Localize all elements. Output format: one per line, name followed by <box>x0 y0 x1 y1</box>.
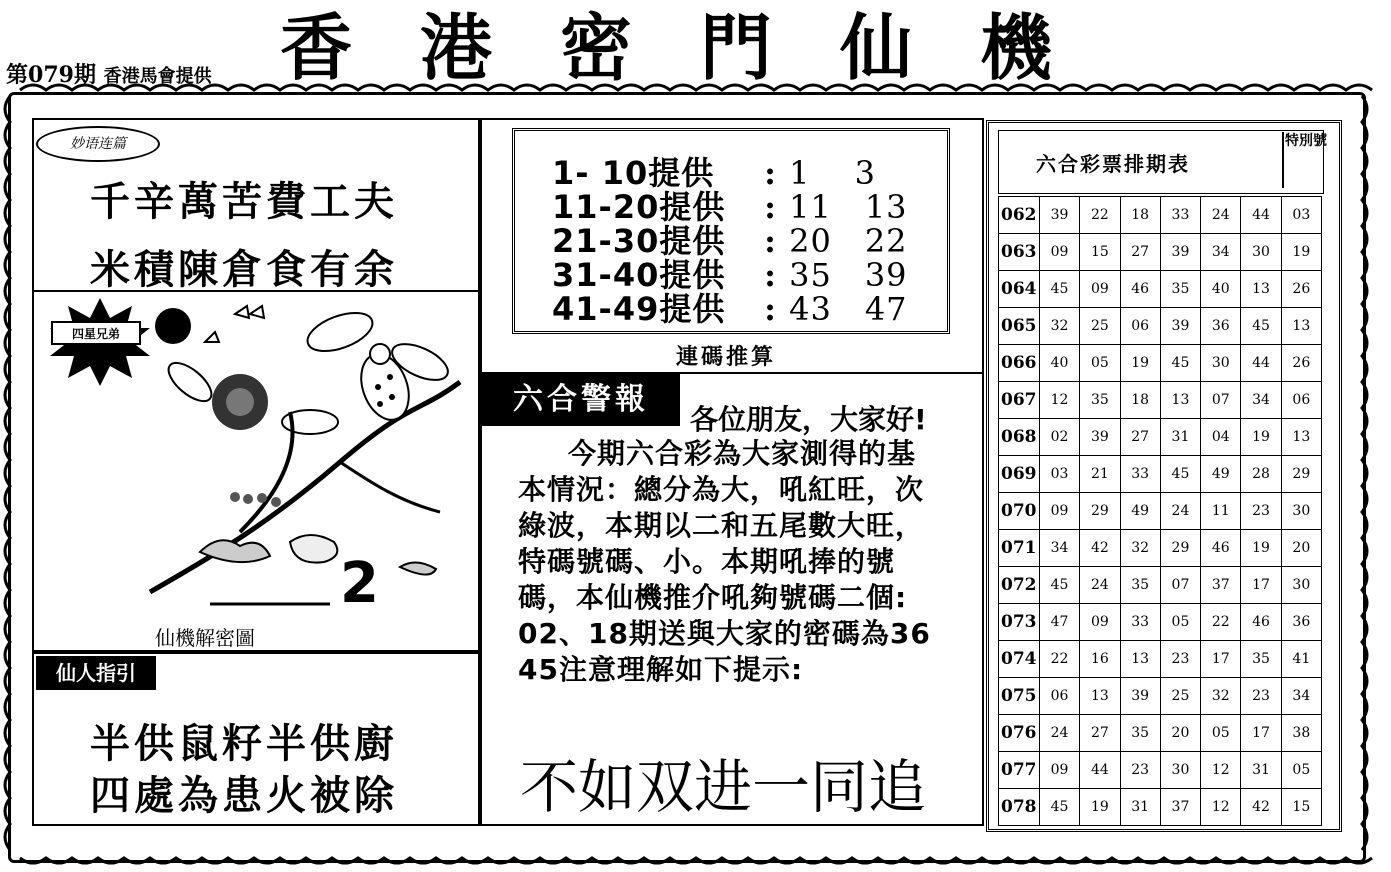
draw-table <box>998 196 1322 826</box>
number-cell: 33 <box>1120 604 1160 641</box>
sketch-digit: 2 <box>340 551 379 616</box>
number-cell: 35 <box>1160 271 1200 308</box>
provide-colon: : <box>764 222 777 260</box>
number-cell: 13 <box>1080 678 1120 715</box>
table-row <box>999 678 1322 715</box>
number-cell: 46 <box>1120 271 1160 308</box>
number-cell: 34 <box>1241 382 1281 419</box>
provide-values: 11 13 <box>789 188 908 226</box>
stamp-edge-right <box>1362 96 1367 850</box>
number-cell: 31 <box>1120 789 1160 826</box>
issue-cell: 066 <box>999 345 1040 382</box>
painting-caption: 仙機解密圖 <box>155 626 255 650</box>
number-cell: 09 <box>1080 604 1120 641</box>
issue-number: 079 <box>28 62 74 88</box>
alert-slogan: 不如双进一同追 <box>520 753 927 821</box>
issue-cell: 063 <box>999 234 1040 271</box>
number-cell: 47 <box>1039 604 1079 641</box>
badge-text: 四星兄弟 <box>71 327 121 341</box>
number-cell: 13 <box>1241 271 1281 308</box>
poem-line-1: 千辛萬苦費工夫 <box>90 179 398 225</box>
table-row <box>999 641 1322 678</box>
stamp-edge-left <box>5 96 10 850</box>
stamp-edge-bottom <box>20 858 1372 863</box>
number-cell: 35 <box>1120 715 1160 752</box>
table-row <box>999 604 1322 641</box>
number-cell: 05 <box>1160 604 1200 641</box>
provide-values: 1 3 <box>789 154 876 192</box>
table-row <box>999 345 1322 382</box>
alert-greeting: 各位朋友，大家好! <box>690 403 927 436</box>
newspaper-title: 香港密門仙機 <box>280 6 1121 90</box>
number-cell: 04 <box>1201 419 1241 456</box>
special-number-cell: 30 <box>1281 493 1321 530</box>
number-cell: 24 <box>1080 567 1120 604</box>
number-cell: 39 <box>1080 419 1120 456</box>
number-cell: 23 <box>1241 678 1281 715</box>
special-number-cell: 15 <box>1281 789 1321 826</box>
issue-cell: 069 <box>999 456 1040 493</box>
number-cell: 42 <box>1241 789 1281 826</box>
provide-colon: : <box>764 256 777 294</box>
number-cell: 23 <box>1120 752 1160 789</box>
number-cell: 35 <box>1080 382 1120 419</box>
number-cell: 09 <box>1039 234 1079 271</box>
alert-line-6: 02、18期送與大家的密碼為36 <box>518 617 931 650</box>
number-cell: 25 <box>1160 678 1200 715</box>
provider-label: 香港馬會提供 <box>103 66 212 87</box>
number-cell: 32 <box>1039 308 1079 345</box>
table-row <box>999 234 1322 271</box>
number-cell: 21 <box>1080 456 1120 493</box>
provide-colon: : <box>764 290 777 328</box>
number-cell: 32 <box>1201 678 1241 715</box>
number-cell: 39 <box>1160 234 1200 271</box>
sun-icon <box>155 308 191 344</box>
special-number-cell: 19 <box>1281 234 1321 271</box>
number-cell: 05 <box>1080 345 1120 382</box>
special-number-cell: 34 <box>1281 678 1321 715</box>
alert-line-1: 今期六合彩為大家測得的基 <box>568 437 917 470</box>
number-cell: 07 <box>1201 382 1241 419</box>
number-cell: 46 <box>1241 604 1281 641</box>
issue-cell: 076 <box>999 715 1040 752</box>
table-row <box>999 752 1322 789</box>
alert-line-4: 特碼號碼、小。本期吼捧的號 <box>518 545 896 578</box>
special-number-cell: 13 <box>1281 419 1321 456</box>
number-cell: 40 <box>1201 271 1241 308</box>
number-cell: 23 <box>1241 493 1281 530</box>
provide-colon: : <box>764 154 777 192</box>
alert-line-5: 碼，本仙機推介吼夠號碼二個: <box>518 581 908 614</box>
table-row <box>999 567 1322 604</box>
issue-cell: 075 <box>999 678 1040 715</box>
number-cell: 09 <box>1039 752 1079 789</box>
special-number-cell: 26 <box>1281 271 1321 308</box>
number-cell: 32 <box>1120 530 1160 567</box>
number-cell: 37 <box>1160 789 1200 826</box>
butterfly-icon <box>235 306 264 318</box>
number-cell: 27 <box>1080 715 1120 752</box>
provide-values: 43 47 <box>789 290 908 328</box>
number-cell: 25 <box>1080 308 1120 345</box>
number-cell: 45 <box>1039 271 1079 308</box>
number-cell: 45 <box>1160 456 1200 493</box>
number-cell: 31 <box>1160 419 1200 456</box>
number-cell: 45 <box>1160 345 1200 382</box>
provide-caption: 連碼推算 <box>676 345 777 370</box>
number-cell: 27 <box>1120 234 1160 271</box>
number-cell: 36 <box>1201 308 1241 345</box>
special-number-cell: 29 <box>1281 456 1321 493</box>
special-number-cell: 20 <box>1281 530 1321 567</box>
provide-range: 1- 10提供 <box>552 154 715 192</box>
issue-cell: 072 <box>999 567 1040 604</box>
table-row <box>999 456 1322 493</box>
number-cell: 15 <box>1080 234 1120 271</box>
draw-table-title: 六合彩票排期表 <box>1036 152 1190 176</box>
number-cell: 17 <box>1201 641 1241 678</box>
number-cell: 22 <box>1080 197 1120 234</box>
number-cell: 40 <box>1039 345 1079 382</box>
number-cell: 45 <box>1241 308 1281 345</box>
table-row <box>999 715 1322 752</box>
provide-values: 20 22 <box>789 222 908 260</box>
number-cell: 45 <box>1039 789 1079 826</box>
special-number-cell: 05 <box>1281 752 1321 789</box>
number-cell: 29 <box>1080 493 1120 530</box>
issue-cell: 064 <box>999 271 1040 308</box>
special-number-cell: 03 <box>1281 197 1321 234</box>
number-cell: 19 <box>1120 345 1160 382</box>
table-row <box>999 419 1322 456</box>
number-cell: 12 <box>1039 382 1079 419</box>
bird-branch-illustration <box>40 292 470 622</box>
number-cell: 49 <box>1201 456 1241 493</box>
number-cell: 17 <box>1241 567 1281 604</box>
alert-label: 六合警報 <box>482 374 680 426</box>
table-row <box>999 308 1322 345</box>
issue-cell: 070 <box>999 493 1040 530</box>
number-cell: 09 <box>1080 271 1120 308</box>
number-cell: 06 <box>1120 308 1160 345</box>
number-cell: 23 <box>1160 641 1200 678</box>
number-cell: 24 <box>1039 715 1079 752</box>
provide-range: 41-49提供 <box>552 290 726 328</box>
issue-cell: 062 <box>999 197 1040 234</box>
number-cell: 17 <box>1241 715 1281 752</box>
provide-colon: : <box>764 188 777 226</box>
poem-line-2: 米積陳倉食有余 <box>90 247 398 293</box>
number-cell: 18 <box>1120 382 1160 419</box>
number-cell: 30 <box>1201 345 1241 382</box>
issue-cell: 078 <box>999 789 1040 826</box>
table-row <box>999 530 1322 567</box>
number-cell: 37 <box>1201 567 1241 604</box>
number-cell: 27 <box>1120 419 1160 456</box>
issue-cell: 065 <box>999 308 1040 345</box>
number-cell: 09 <box>1039 493 1079 530</box>
number-cell: 33 <box>1160 197 1200 234</box>
number-cell: 12 <box>1201 789 1241 826</box>
number-cell: 44 <box>1080 752 1120 789</box>
issue-suffix: 期 <box>73 62 96 88</box>
number-cell: 45 <box>1039 567 1079 604</box>
number-cell: 22 <box>1201 604 1241 641</box>
issue-cell: 067 <box>999 382 1040 419</box>
table-row <box>999 382 1322 419</box>
issue-cell: 073 <box>999 604 1040 641</box>
special-number-cell: 41 <box>1281 641 1321 678</box>
special-number-cell: 06 <box>1281 382 1321 419</box>
number-cell: 07 <box>1160 567 1200 604</box>
number-cell: 19 <box>1241 530 1281 567</box>
provide-row-5 <box>552 284 908 330</box>
provide-range: 21-30提供 <box>552 222 726 260</box>
number-cell: 02 <box>1039 419 1079 456</box>
table-row <box>999 789 1322 826</box>
number-cell: 12 <box>1201 752 1241 789</box>
number-cell: 46 <box>1201 530 1241 567</box>
stamp-edge-top <box>20 85 1372 90</box>
number-cell: 19 <box>1241 419 1281 456</box>
number-cell: 05 <box>1201 715 1241 752</box>
number-cell: 29 <box>1160 530 1200 567</box>
number-cell: 42 <box>1080 530 1120 567</box>
provide-range: 31-40提供 <box>552 256 726 294</box>
number-cell: 30 <box>1160 752 1200 789</box>
number-cell: 31 <box>1241 752 1281 789</box>
number-cell: 13 <box>1120 641 1160 678</box>
number-cell: 35 <box>1120 567 1160 604</box>
number-cell: 18 <box>1120 197 1160 234</box>
number-cell: 39 <box>1160 308 1200 345</box>
number-cell: 16 <box>1080 641 1120 678</box>
number-cell: 24 <box>1201 197 1241 234</box>
number-cell: 03 <box>1039 456 1079 493</box>
special-number-label: 特別號 <box>1282 132 1328 188</box>
number-cell: 34 <box>1039 530 1079 567</box>
alert-line-3: 綠波，本期以二和五尾數大旺， <box>518 509 925 542</box>
alert-line-2: 本情況：總分為大，吼紅旺，次 <box>518 473 925 506</box>
number-cell: 44 <box>1241 345 1281 382</box>
number-cell: 11 <box>1201 493 1241 530</box>
table-row <box>999 271 1322 308</box>
special-number-cell: 13 <box>1281 308 1321 345</box>
number-cell: 39 <box>1039 197 1079 234</box>
provide-range: 11-20提供 <box>552 188 726 226</box>
number-cell: 22 <box>1039 641 1079 678</box>
number-cell: 34 <box>1201 234 1241 271</box>
number-cell: 13 <box>1160 382 1200 419</box>
issue-cell: 077 <box>999 752 1040 789</box>
special-number-cell: 26 <box>1281 345 1321 382</box>
number-cell: 24 <box>1160 493 1200 530</box>
number-cell: 44 <box>1241 197 1281 234</box>
issue-cell: 074 <box>999 641 1040 678</box>
number-cell: 20 <box>1160 715 1200 752</box>
provide-values: 35 39 <box>789 256 908 294</box>
number-cell: 06 <box>1039 678 1079 715</box>
table-row <box>999 493 1322 530</box>
table-row <box>999 197 1322 234</box>
number-cell: 49 <box>1120 493 1160 530</box>
poem-tag: 妙语连篇 <box>36 126 160 162</box>
special-number-cell: 38 <box>1281 715 1321 752</box>
issue-cell: 068 <box>999 419 1040 456</box>
number-cell: 33 <box>1120 456 1160 493</box>
number-cell: 19 <box>1080 789 1120 826</box>
issue-prefix: 第 <box>6 62 29 88</box>
alert-line-7: 45注意理解如下提示: <box>518 653 804 686</box>
special-number-cell: 30 <box>1281 567 1321 604</box>
number-cell: 39 <box>1120 678 1160 715</box>
guide-line-1: 半供鼠籽半供廚 <box>90 721 398 767</box>
issue-cell: 071 <box>999 530 1040 567</box>
special-number-cell: 36 <box>1281 604 1321 641</box>
guide-line-2: 四處為患火被除 <box>90 773 398 819</box>
number-cell: 35 <box>1241 641 1281 678</box>
number-cell: 28 <box>1241 456 1281 493</box>
number-cell: 30 <box>1241 234 1281 271</box>
guide-label: 仙人指引 <box>36 656 156 690</box>
